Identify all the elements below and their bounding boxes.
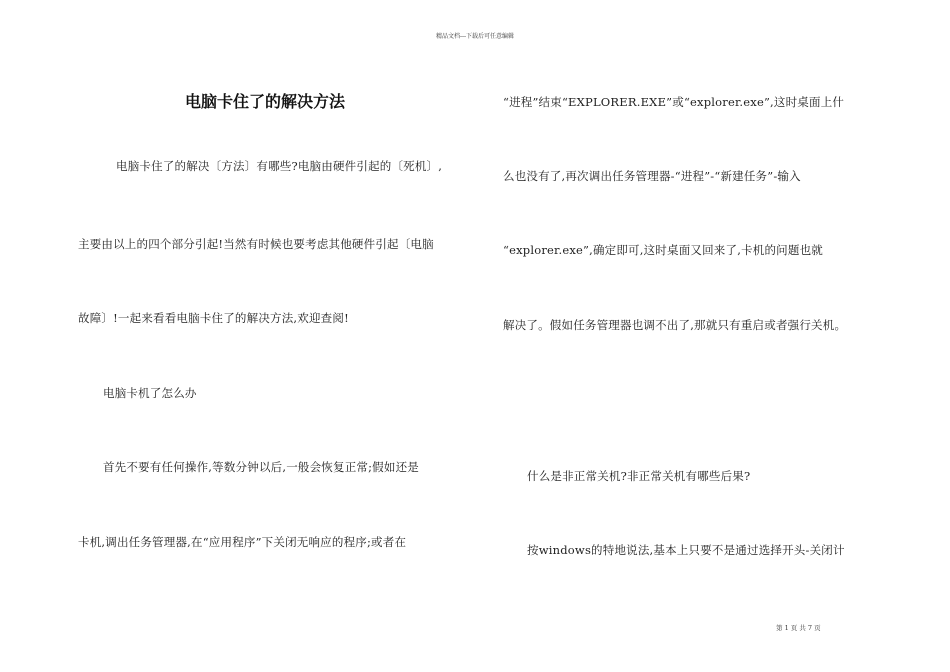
- right-paragraph-line: 按windows的特地说法,基本上只要不是通过选择开头-关闭计: [527, 543, 845, 557]
- right-paragraph-line: 么也没有了,再次调出任务管理器-“进程”-“新建任务”-输入: [503, 169, 801, 183]
- right-paragraph-line: “explorer.exe”,确定即可,这时桌面又回来了,卡机的问题也就: [503, 243, 823, 257]
- left-paragraph-line: 主要由以上的四个部分引起!当然有时候也要考虑其他硬件引起〔电脑: [78, 237, 434, 251]
- left-subheading: 电脑卡机了怎么办: [103, 386, 197, 400]
- left-paragraph-line: 电脑卡住了的解决〔方法〕有哪些?电脑由硬件引起的〔死机〕,: [116, 159, 443, 173]
- left-paragraph-line: 故障〕!一起来看看电脑卡住了的解决方法,欢迎查阅!: [78, 311, 349, 325]
- page-header: 精品文档---下载后可任意编辑: [435, 33, 515, 40]
- right-paragraph-line: 解决了。假如任务管理器也调不出了,那就只有重启或者强行关机。: [503, 318, 847, 332]
- page-number: 第 1 页 共 7 页: [776, 624, 821, 632]
- right-paragraph-line: “进程”结束“EXPLORER.EXE”或“explorer.exe”,这时桌面上什: [503, 95, 845, 109]
- left-paragraph-line: 首先不要有任何操作,等数分钟以后,一般会恢复正常;假如还是: [103, 460, 419, 474]
- document-title: 电脑卡住了的解决方法: [184, 92, 345, 111]
- left-paragraph-line: 卡机,调出任务管理器,在“应用程序”下关闭无响应的程序;或者在: [78, 535, 407, 549]
- right-subheading: 什么是非正常关机?非正常关机有哪些后果?: [527, 469, 751, 483]
